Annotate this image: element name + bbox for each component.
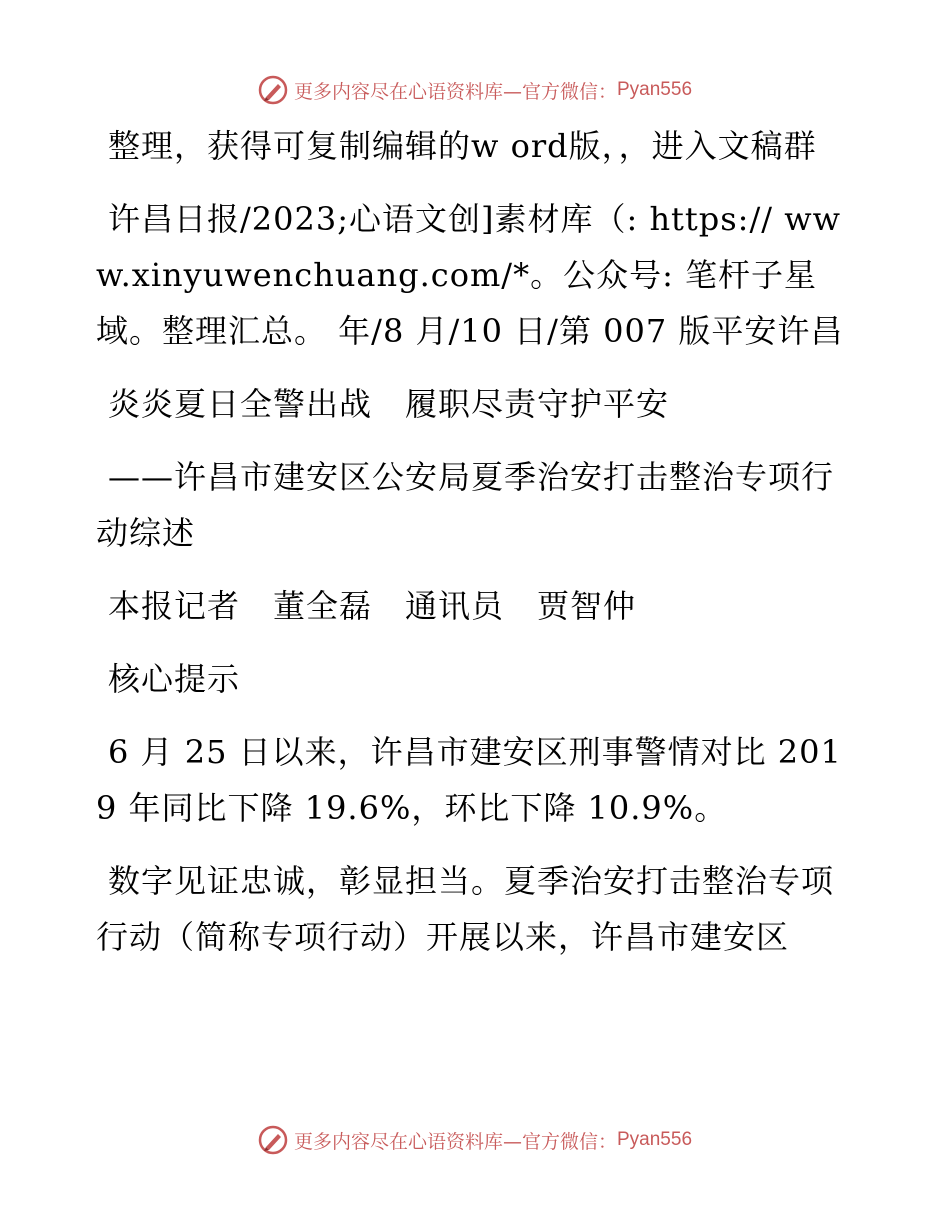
footer-banner xyxy=(0,1120,950,1160)
header-banner xyxy=(0,70,950,110)
paragraph-word-version-note: 整理，获得可复制编辑的w ord版，，进入文稿群 xyxy=(108,127,817,165)
header-banner-text: 更多内容尽在心语资料库—官方微信： xyxy=(293,80,617,103)
paragraph-source-info: 许昌日报/2023;心语文创]素材库（: https:// www.xinyuwenchuang.com/*。公众号: 笔杆子星域。整理汇总。 年/8 月/10 日/第 007 版平安许昌 xyxy=(96,200,844,350)
pen-logo-icon xyxy=(258,75,288,105)
document-body xyxy=(96,118,856,982)
footer-wechat-id: Pyan556 xyxy=(617,1129,693,1150)
pen-logo-icon xyxy=(258,1125,288,1155)
core-tip-heading: 核心提示 xyxy=(108,660,241,698)
article-title: 炎炎夏日全警出战 履职尽责守护平安 xyxy=(108,385,670,423)
footer-banner-text: 更多内容尽在心语资料库—官方微信： xyxy=(293,1130,617,1153)
article-subtitle: ——许昌市建安区公安局夏季治安打击整治专项行动综述 xyxy=(96,458,835,552)
article-byline: 本报记者 董全磊 通讯员 贾智仲 xyxy=(108,587,637,625)
paragraph-statistics: 6 月 25 日以来，许昌市建安区刑事警情对比 2019 年同比下降 19.6%，环比下降 10.9%。 xyxy=(96,733,842,827)
paragraph-body-intro: 数字见证忠诚，彰显担当。夏季治安打击整治专项行动（简称专项行动）开展以来，许昌市建安区 xyxy=(96,862,835,956)
header-wechat-id: Pyan556 xyxy=(617,79,693,100)
